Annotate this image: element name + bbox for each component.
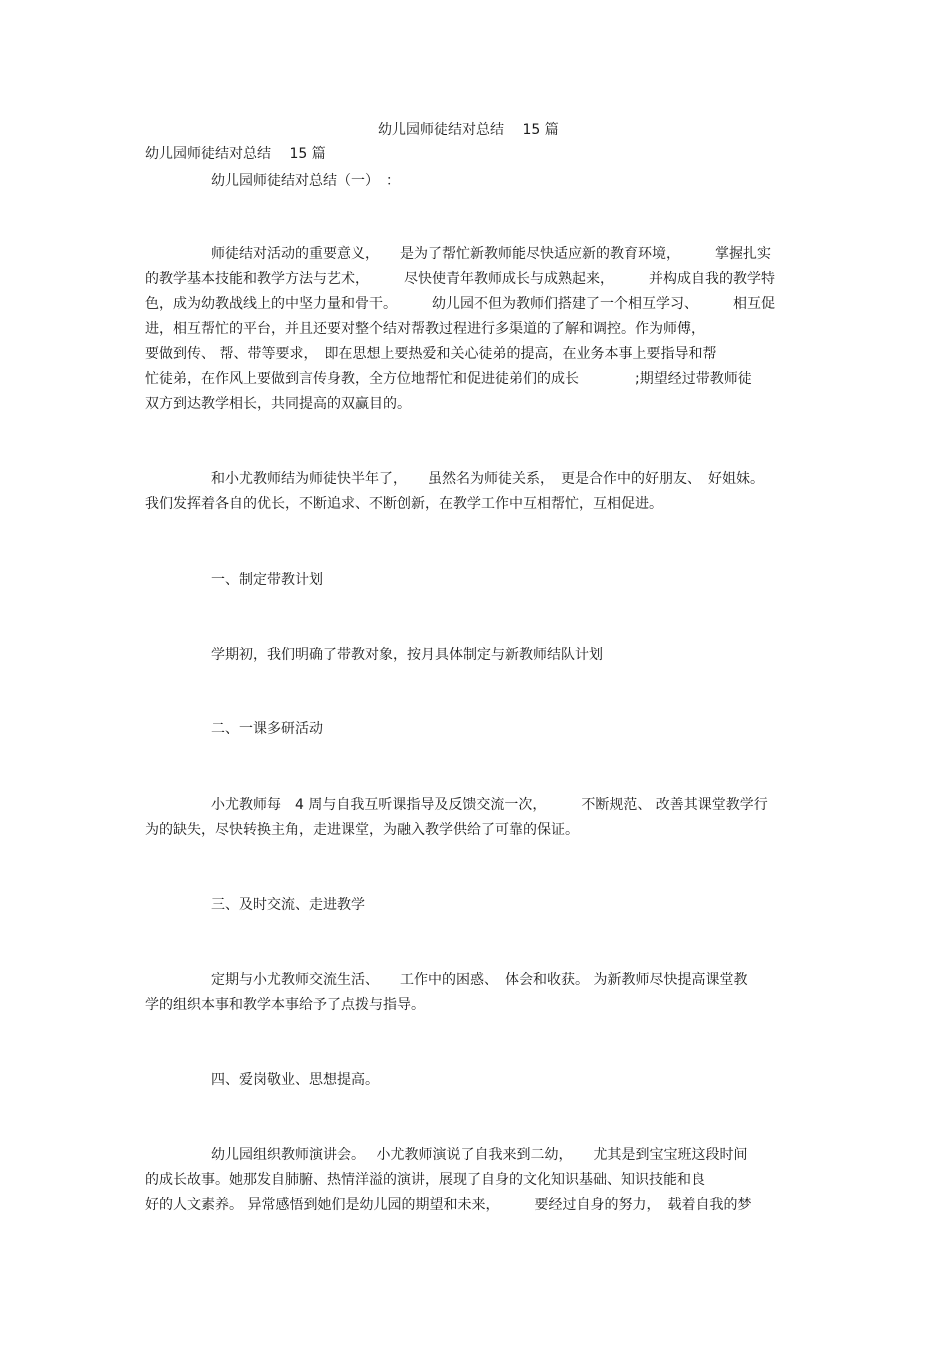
paragraph-line: 忙徒弟，在作风上要做到言传身教，全方位地帮忙和促进徒弟们的成长 ;期望经过带教师徒 bbox=[145, 371, 752, 387]
section-heading: 幼儿园师徒结对总结（一） ： bbox=[211, 173, 400, 189]
paragraph-line: 学的组织本事和教学本事给予了点拨与指导。 bbox=[145, 997, 425, 1013]
paragraph-line: 为的缺失，尽快转换主角，走进课堂，为融入教学供给了可靠的保证。 bbox=[145, 822, 579, 838]
paragraph-line: 和小尤教师结为师徒快半年了， 虽然名为师徒关系， 更是合作中的好朋友、 好姐妹。 bbox=[211, 471, 764, 487]
paragraph-line: 师徒结对活动的重要意义， 是为了帮忙新教师能尽快适应新的教育环境， 掌握扎实 bbox=[211, 246, 771, 262]
paragraph-line: 色，成为幼教战线上的中坚力量和骨干。 幼儿园不但为教师们搭建了一个相互学习、 相互促 bbox=[145, 296, 775, 312]
paragraph-line: 的教学基本技能和教学方法与艺术， 尽快使青年教师成长与成熟起来， 并构成自我的教学特 bbox=[145, 271, 775, 287]
paragraph-line: 我们发挥着各自的优长，不断追求、不断创新，在教学工作中互相帮忙，互相促进。 bbox=[145, 496, 663, 512]
paragraph-line: 的成长故事。她那发自肺腑、热情洋溢的演讲，展现了自身的文化知识基础、知识技能和良 bbox=[145, 1172, 705, 1188]
paragraph-line: 幼儿园组织教师演讲会。 小尤教师演说了自我来到二幼， 尤其是到宝宝班这段时间 bbox=[211, 1147, 748, 1163]
paragraph-line: 小尤教师每 4 周与自我互听课指导及反馈交流一次， 不断规范、 改善其课堂教学行 bbox=[211, 797, 768, 813]
heading-dedication: 四、爱岗敬业、思想提高。 bbox=[211, 1072, 379, 1088]
paragraph-line: 定期与小尤教师交流生活、 工作中的困惑、 体会和收获。 为新教师尽快提高课堂教 bbox=[211, 972, 748, 988]
paragraph-line: 好的人文素养。 异常感悟到她们是幼儿园的期望和未来， 要经过自身的努力， 载着自我的梦 bbox=[145, 1197, 752, 1213]
heading-lesson-study: 二、一课多研活动 bbox=[211, 721, 323, 737]
document-subtitle: 幼儿园师徒结对总结 15 篇 bbox=[145, 146, 326, 162]
paragraph-line: 进，相互帮忙的平台，并且还要对整个结对帮教过程进行多渠道的了解和调控。作为师傅， bbox=[145, 321, 705, 337]
paragraph-line: 双方到达教学相长，共同提高的双赢目的。 bbox=[145, 396, 411, 412]
paragraph-3: 学期初，我们明确了带教对象，按月具体制定与新教师结队计划 bbox=[211, 647, 603, 663]
paragraph-line: 要做到传、 帮、带等要求， 即在思想上要热爱和关心徒弟的提高，在业务本事上要指导和帮 bbox=[145, 346, 717, 362]
heading-communication: 三、及时交流、走进教学 bbox=[211, 897, 365, 913]
heading-plan: 一、制定带教计划 bbox=[211, 572, 323, 588]
document-title: 幼儿园师徒结对总结 15 篇 bbox=[378, 122, 559, 138]
